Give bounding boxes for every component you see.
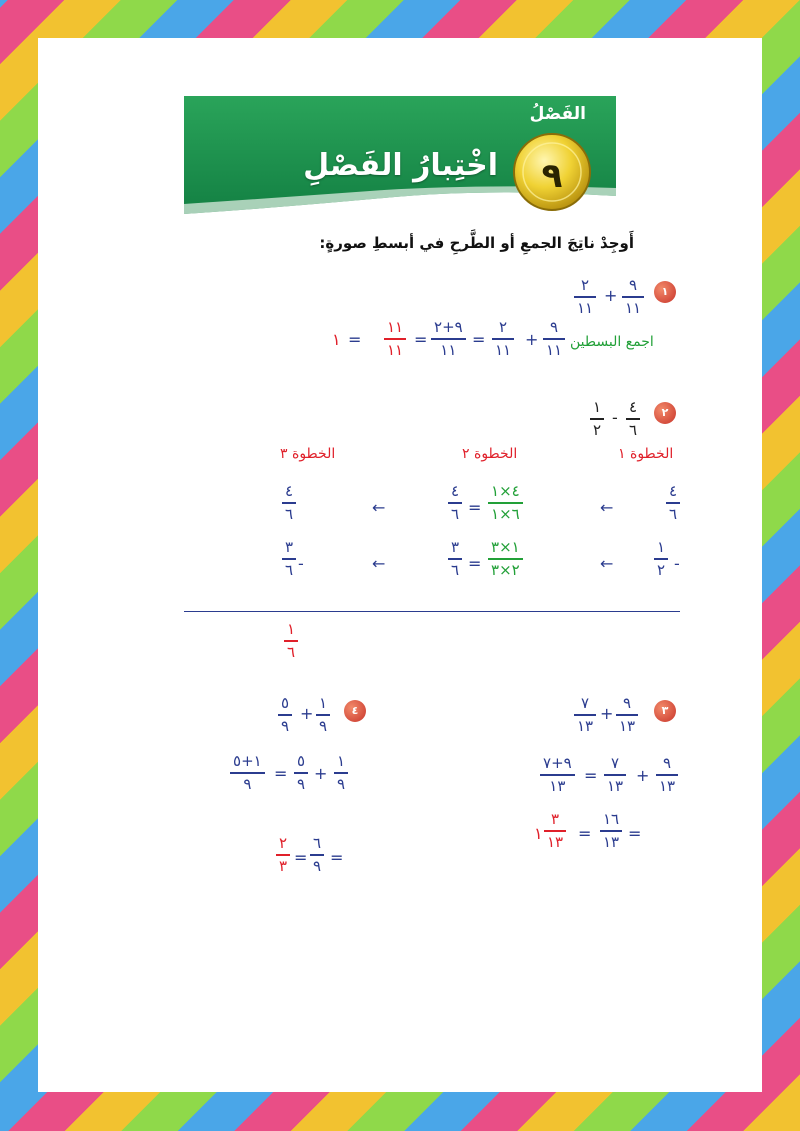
q3-fraction-b: ٧ ١٣ [574,696,596,734]
question-2-badge: ٢ [654,402,676,424]
q1-fraction-a: ٩ ١١ [622,278,644,316]
q2-row2-arrow-2: ← [372,554,386,573]
q4-line1-equals: = [274,764,288,783]
q4-fraction-a: ١ ٩ [316,696,330,734]
q3-line1-fraction-b: ٧ ١٣ [604,756,626,794]
q1-equals-1: = [472,330,486,349]
q3-line1-sum-fraction: ٩+٧ ١٣ [540,756,575,794]
q2-row1-arrow-1: ← [600,498,614,517]
q2-step-3-label: الخطوة ٣ [280,446,336,462]
q3-fraction-a: ٩ ١٣ [616,696,638,734]
q4-line2-equals-1: = [330,848,344,867]
page-title: اخْتِبارُ الفَصْلِ [303,148,498,183]
q1-sum-fraction: ٩+٢ ١١ [431,320,466,358]
q1-hint: اجمع البسطين [570,334,654,350]
chapter-label: الفَصْلُ [529,104,586,124]
q4-line1-sum-fraction: ١+٥ ٩ [230,754,265,792]
q1-step-fraction-a: ٩ ١١ [543,320,565,358]
q2-result-fraction: ١ ٦ [284,622,298,660]
q2-row1-multiplier: ٤×١ ٦×١ [488,484,523,522]
q3-line2-fraction: ١٦ ١٣ [600,812,622,850]
q2-row1-equals: = [468,498,482,517]
worksheet-page [38,38,762,1092]
q2-row2-minus: - [674,554,680,573]
q2-step-2-label: الخطوة ٢ [462,446,518,462]
q1-operator: + [604,286,618,305]
q2-fraction-b: ١ ٢ [590,400,604,438]
q2-row2-step3-minus: - [298,554,304,573]
q3-operator: + [600,704,614,723]
q2-row2-step1-fraction: ١ ٢ [654,540,668,578]
instruction-text: أَوجِدْ ناتِجَ الجمعِ أو الطَّرحِ في أبسطِ صورةٍ: [319,234,634,252]
q2-subtraction-line [184,611,680,612]
question-1-badge: ١ [654,281,676,303]
q4-line2-fraction: ٦ ٩ [310,836,324,874]
q4-line2-equals-2: = [294,848,308,867]
q1-final-answer: ١ [332,330,341,349]
q4-line1-plus: + [314,764,328,783]
question-3-badge: ٣ [654,700,676,722]
q2-row2-step3-fraction: ٣ ٦ [282,540,296,578]
q3-line2-equals-2: = [578,824,592,843]
chapter-number: ٩ [541,156,563,196]
question-4-badge: ٤ [344,700,366,722]
q4-result-fraction: ٢ ٣ [276,836,290,874]
q2-fraction-a: ٤ ٦ [626,400,640,438]
q1-step-plus: + [525,330,539,349]
q4-operator: + [300,704,314,723]
q4-line1-fraction-a: ١ ٩ [334,754,348,792]
q1-equals-2: = [414,330,428,349]
q2-row2-step2-fraction: ٣ ٦ [448,540,462,578]
q2-operator: - [612,408,618,427]
q2-row2-arrow-1: ← [600,554,614,573]
q3-line1-plus: + [636,766,650,785]
q2-row2-equals: = [468,554,482,573]
q2-row2-multiplier: ١×٣ ٢×٣ [488,540,523,578]
q3-line1-equals: = [584,766,598,785]
q2-row1-step3-fraction: ٤ ٦ [282,484,296,522]
q3-line1-fraction-a: ٩ ١٣ [656,756,678,794]
q3-result-whole: ١ [534,824,543,843]
q2-row1-step2-fraction: ٤ ٦ [448,484,462,522]
q2-row1-arrow-2: ← [372,498,386,517]
q4-line1-fraction-b: ٥ ٩ [294,754,308,792]
q1-equals-3: = [348,330,362,349]
q1-fraction-b: ٢ ١١ [574,278,596,316]
q4-fraction-b: ٥ ٩ [278,696,292,734]
q2-step-1-label: الخطوة ١ [618,446,674,462]
q2-row1-step1-fraction: ٤ ٦ [666,484,680,522]
q3-line2-equals-1: = [628,824,642,843]
q3-result-fraction: ٣ ١٣ [544,812,566,850]
q1-result-fraction: ١١ ١١ [384,320,406,358]
chapter-banner [184,96,616,221]
q1-step-fraction-b: ٢ ١١ [492,320,514,358]
